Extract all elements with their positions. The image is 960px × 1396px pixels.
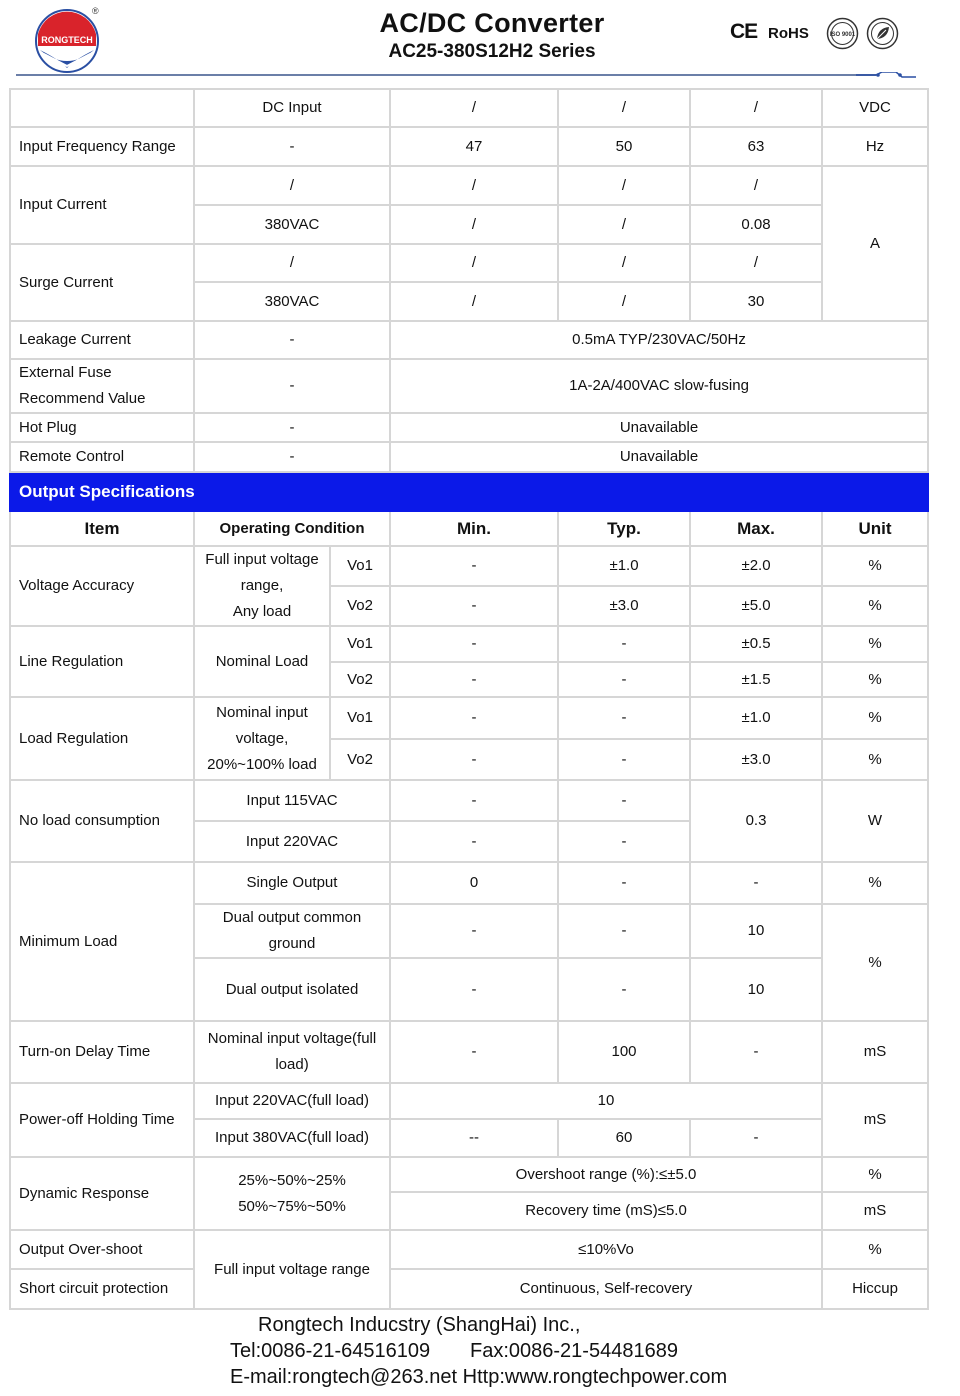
min-cell: - xyxy=(390,739,558,780)
condition-cell: - xyxy=(194,127,390,166)
svg-text:RONGTECH: RONGTECH xyxy=(41,35,93,45)
min-cell: / xyxy=(390,89,558,127)
item-cell xyxy=(10,359,194,413)
contact-fax: Fax:0086-21-54481689 xyxy=(470,1340,678,1362)
unit-cell: % xyxy=(822,546,928,586)
typ-cell: / xyxy=(558,244,690,282)
min-cell: / xyxy=(390,166,558,205)
unit-cell: % xyxy=(822,862,928,904)
typ-cell: - xyxy=(558,697,690,739)
output-cell: Vo1 xyxy=(330,626,390,662)
max-cell: ±3.0 xyxy=(690,739,822,780)
iso-9001-icon xyxy=(826,17,859,50)
condition-cell xyxy=(194,546,330,626)
min-cell: 0 xyxy=(390,862,558,904)
column-header-min: Min. xyxy=(390,511,558,546)
typ-cell: - xyxy=(558,662,690,697)
item-cell: Hot Plug xyxy=(10,413,194,442)
max-cell: 0.08 xyxy=(690,205,822,244)
condition-line: Nominal input voltage(full xyxy=(207,1030,377,1047)
column-header-max: Max. xyxy=(690,511,822,546)
column-header-unit: Unit xyxy=(822,511,928,546)
unit-cell: Hz xyxy=(822,127,928,166)
max-cell: 63 xyxy=(690,127,822,166)
condition-line: 25%~50%~25% xyxy=(238,1171,346,1189)
item-cell: Short circuit protection xyxy=(10,1269,194,1309)
max-cell: ±1.0 xyxy=(690,697,822,739)
page-title: AC/DC Converter xyxy=(379,8,605,38)
registered-mark: ® xyxy=(92,6,99,16)
min-cell: - xyxy=(390,821,558,862)
typ-cell: - xyxy=(558,862,690,904)
item-line: Recommend Value xyxy=(19,390,146,407)
ce-mark: CE xyxy=(730,20,758,43)
condition-cell: / xyxy=(194,244,390,282)
min-cell: - xyxy=(390,662,558,697)
max-cell: 10 xyxy=(690,904,822,958)
condition-line: load) xyxy=(275,1056,309,1073)
item-cell: Surge Current xyxy=(10,244,194,321)
value-cell: ≤10%Vo xyxy=(390,1230,822,1269)
table-row-input-current-1 xyxy=(10,166,928,205)
item-cell: Remote Control xyxy=(10,442,194,472)
condition-cell: Dual output isolated xyxy=(194,958,390,1021)
typ-cell: / xyxy=(558,166,690,205)
item-cell: Turn-on Delay Time xyxy=(10,1021,194,1083)
series-subtitle: AC25-380S12H2 Series xyxy=(388,41,596,62)
item-cell: Input Current xyxy=(10,166,194,244)
item-cell: Leakage Current xyxy=(10,321,194,359)
max-cell: - xyxy=(690,1021,822,1083)
typ-cell: ±1.0 xyxy=(558,546,690,586)
table-row-holding-1 xyxy=(10,1083,928,1119)
min-cell: - xyxy=(390,904,558,958)
typ-cell: / xyxy=(558,205,690,244)
condition-cell: 380VAC xyxy=(194,282,390,321)
condition-cell xyxy=(194,697,330,780)
item-cell: No load consumption xyxy=(10,780,194,862)
unit-cell: VDC xyxy=(822,89,928,127)
output-cell: Vo2 xyxy=(330,662,390,697)
value-cell: 0.5mA TYP/230VAC/50Hz xyxy=(390,321,928,359)
table-row-frequency xyxy=(10,127,928,166)
output-cell: Vo1 xyxy=(330,546,390,586)
condition-line: 50%~75%~50% xyxy=(238,1197,346,1215)
condition-cell: - xyxy=(194,413,390,442)
unit-cell: % xyxy=(822,1230,928,1269)
condition-cell: Nominal Load xyxy=(194,626,330,697)
typ-cell: - xyxy=(558,904,690,958)
max-cell: / xyxy=(690,166,822,205)
condition-line: Any load xyxy=(232,603,292,620)
condition-cell: Input 380VAC(full load) xyxy=(194,1119,390,1157)
min-cell: - xyxy=(390,780,558,821)
section-header-output xyxy=(10,472,928,511)
unit-cell: mS xyxy=(822,1083,928,1157)
table-row-remote xyxy=(10,442,928,472)
max-cell: 30 xyxy=(690,282,822,321)
condition-line: Full input voltage xyxy=(205,551,319,568)
unit-cell: mS xyxy=(822,1192,928,1230)
table-row-leakage xyxy=(10,321,928,359)
contact-tel: Tel:0086-21-64516109 xyxy=(230,1340,431,1362)
value-cell: Overshoot range (%):≤±5.0 xyxy=(390,1157,822,1192)
typ-cell: - xyxy=(558,780,690,821)
unit-cell: % xyxy=(822,626,928,662)
condition-cell: - xyxy=(194,359,390,413)
contact-email-web: E-mail:rongtech@263.net Http:www.rongtechpower.com xyxy=(230,1366,728,1388)
value-cell: Unavailable xyxy=(390,442,928,472)
unit-cell: Hiccup xyxy=(822,1269,928,1309)
output-cell: Vo2 xyxy=(330,739,390,780)
column-header-item: Item xyxy=(10,511,194,546)
min-cell: / xyxy=(390,205,558,244)
table-row-short-circuit xyxy=(10,1269,928,1309)
unit-cell: % xyxy=(822,1157,928,1192)
table-row-load-regulation-vo1 xyxy=(10,697,928,739)
unit-cell: mS xyxy=(822,1021,928,1083)
page-header xyxy=(0,0,960,84)
company-name: Rongtech Inducstry (ShangHai) Inc., xyxy=(258,1314,581,1336)
condition-line: voltage, xyxy=(235,729,289,747)
table-row-line-regulation-vo1 xyxy=(10,626,928,662)
item-cell: Load Regulation xyxy=(10,697,194,780)
condition-line: ground xyxy=(268,935,316,952)
typ-cell: - xyxy=(558,626,690,662)
unit-cell: W xyxy=(822,780,928,862)
value-cell: Recovery time (mS)≤5.0 xyxy=(390,1192,822,1230)
condition-cell xyxy=(194,904,390,958)
max-cell: ±5.0 xyxy=(690,586,822,626)
typ-cell: / xyxy=(558,89,690,127)
typ-cell: - xyxy=(558,821,690,862)
item-cell: Input Frequency Range xyxy=(10,127,194,166)
item-cell: Power-off Holding Time xyxy=(10,1083,194,1157)
typ-cell: ±3.0 xyxy=(558,586,690,626)
item-line: External Fuse xyxy=(19,364,112,381)
table-row-min-load-single xyxy=(10,862,928,904)
condition-cell xyxy=(194,1021,390,1083)
condition-cell xyxy=(194,1157,390,1230)
min-cell: 47 xyxy=(390,127,558,166)
min-cell: - xyxy=(390,546,558,586)
max-cell: - xyxy=(690,1119,822,1157)
unit-cell: % xyxy=(822,586,928,626)
header-divider xyxy=(16,72,916,78)
min-cell: - xyxy=(390,586,558,626)
output-cell: Vo2 xyxy=(330,586,390,626)
table-header-row xyxy=(10,511,928,546)
max-cell: / xyxy=(690,89,822,127)
typ-cell: - xyxy=(558,739,690,780)
item-cell: Output Over-shoot xyxy=(10,1230,194,1269)
max-cell: - xyxy=(690,862,822,904)
unit-cell: % xyxy=(822,697,928,739)
title-block xyxy=(0,8,960,63)
condition-cell: Full input voltage range xyxy=(194,1230,390,1309)
unit-cell: % xyxy=(822,904,928,1021)
rohs-mark: RoHS xyxy=(768,25,809,42)
min-cell: - xyxy=(390,1021,558,1083)
min-cell: / xyxy=(390,244,558,282)
typ-cell: 100 xyxy=(558,1021,690,1083)
table-row-no-load-1 xyxy=(10,780,928,821)
item-cell: Minimum Load xyxy=(10,862,194,1021)
max-cell: 10 xyxy=(690,958,822,1021)
min-cell: - xyxy=(390,626,558,662)
min-cell: -- xyxy=(390,1119,558,1157)
condition-line: Dual output common xyxy=(222,909,362,926)
table-row-turn-on-delay xyxy=(10,1021,928,1083)
condition-cell: - xyxy=(194,321,390,359)
unit-cell: % xyxy=(822,739,928,780)
item-cell: Line Regulation xyxy=(10,626,194,697)
typ-cell: - xyxy=(558,958,690,1021)
condition-cell: Input 115VAC xyxy=(194,780,390,821)
value-cell: Continuous, Self-recovery xyxy=(390,1269,822,1309)
min-cell: - xyxy=(390,958,558,1021)
column-header-condition: Operating Condition xyxy=(194,511,390,546)
unit-cell: % xyxy=(822,662,928,697)
condition-cell: Input 220VAC xyxy=(194,821,390,862)
svg-text:ISO 9001: ISO 9001 xyxy=(829,32,856,38)
max-cell: ±1.5 xyxy=(690,662,822,697)
unit-cell: A xyxy=(822,166,928,321)
condition-cell: Single Output xyxy=(194,862,390,904)
condition-cell: / xyxy=(194,166,390,205)
min-cell: / xyxy=(390,282,558,321)
condition-cell: DC Input xyxy=(194,89,390,127)
min-cell: - xyxy=(390,697,558,739)
table-row-dc-input xyxy=(10,89,928,127)
table-row-dynamic-overshoot xyxy=(10,1157,928,1192)
output-cell: Vo1 xyxy=(330,697,390,739)
typ-cell: / xyxy=(558,282,690,321)
condition-cell: - xyxy=(194,442,390,472)
table-row-output-overshoot xyxy=(10,1230,928,1269)
value-cell: Unavailable xyxy=(390,413,928,442)
table-row-voltage-accuracy-vo1 xyxy=(10,546,928,586)
typ-cell: 50 xyxy=(558,127,690,166)
max-cell: 0.3 xyxy=(690,780,822,862)
condition-line: Nominal input xyxy=(216,703,308,721)
item-cell: Voltage Accuracy xyxy=(10,546,194,626)
item-cell-empty xyxy=(10,89,194,127)
section-title: Output Specifications xyxy=(10,472,928,511)
eco-leaf-icon xyxy=(866,17,899,50)
column-header-typ: Typ. xyxy=(558,511,690,546)
table-row-hot-plug xyxy=(10,413,928,442)
table-row-fuse xyxy=(10,359,928,413)
max-cell: / xyxy=(690,244,822,282)
condition-line: 20%~100% load xyxy=(207,755,317,773)
table-row-surge-1 xyxy=(10,244,928,282)
item-cell: Dynamic Response xyxy=(10,1157,194,1230)
value-cell: 1A-2A/400VAC slow-fusing xyxy=(390,359,928,413)
spec-table xyxy=(9,88,929,1310)
max-cell: ±0.5 xyxy=(690,626,822,662)
typ-cell: 60 xyxy=(558,1119,690,1157)
max-cell: ±2.0 xyxy=(690,546,822,586)
condition-cell: 380VAC xyxy=(194,205,390,244)
condition-line: range, xyxy=(240,577,284,594)
condition-cell: Input 220VAC(full load) xyxy=(194,1083,390,1119)
typ-cell: 10 xyxy=(390,1083,822,1119)
